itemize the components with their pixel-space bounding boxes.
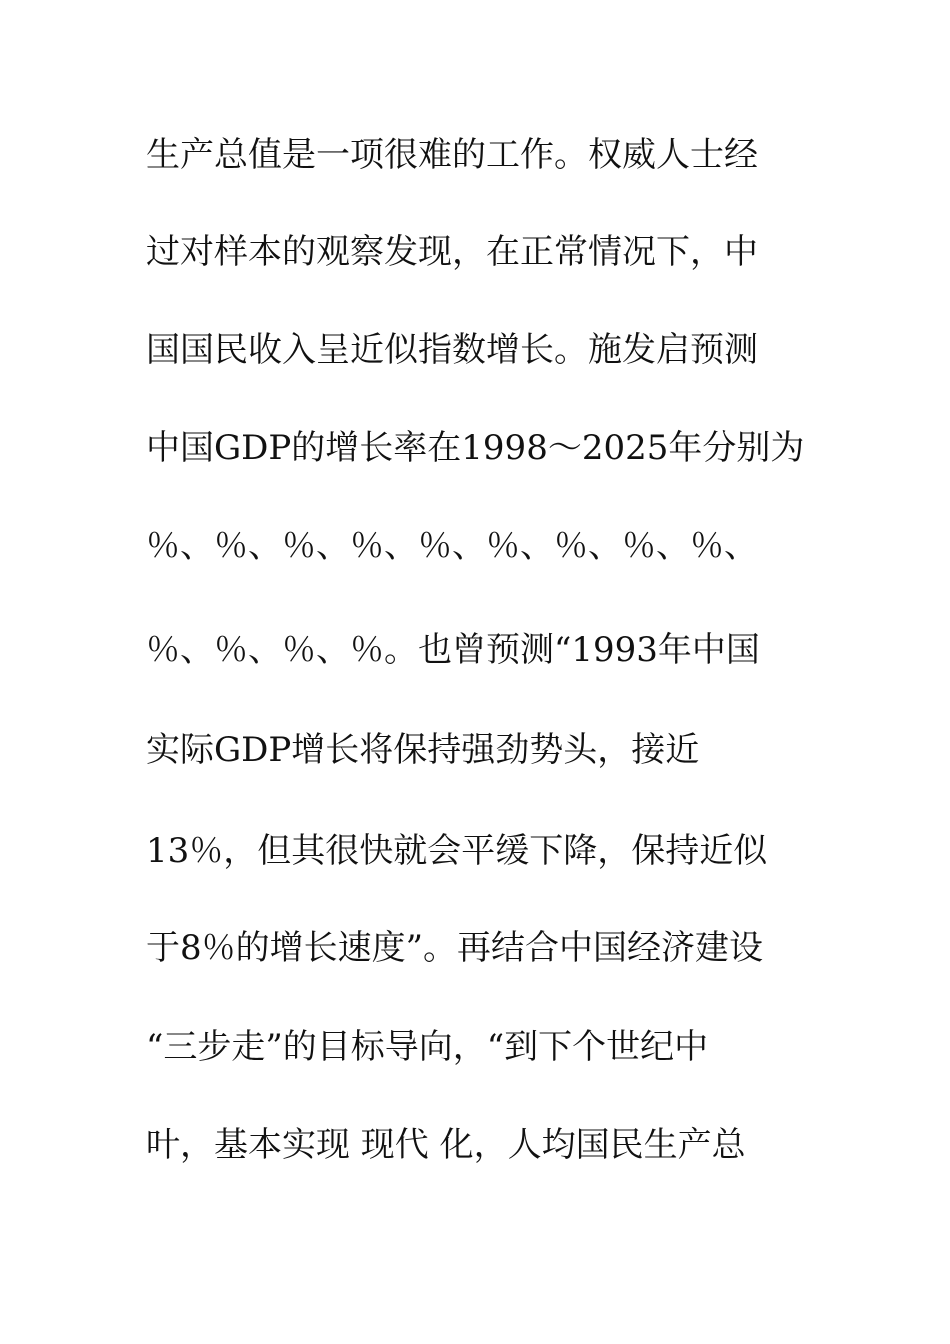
body-text-line: 过对样本的观察发现，在正常情况下，中: [146, 232, 758, 272]
body-text-line: 中国GDP的增长率在1998～2025年分别为: [146, 428, 805, 468]
body-text-line: 13％，但其很快就会平缓下降，保持近似: [146, 831, 768, 871]
body-text-line: 于8％的增长速度”。再结合中国经济建设: [146, 928, 764, 968]
body-text-line: “三步走”的目标导向，“到下个世纪中: [146, 1027, 709, 1067]
body-text-line: 叶，基本实现 现代 化，人均国民生产总: [146, 1125, 746, 1165]
body-text-line: 国国民收入呈近似指数增长。施发启预测: [146, 330, 758, 370]
body-text-line: 生产总值是一项很难的工作。权威人士经: [146, 135, 758, 175]
body-text-line: 实际GDP增长将保持强劲势头，接近: [146, 730, 700, 770]
body-text-line: ％、％、％、％、％、％、％、％、％、: [146, 526, 758, 566]
body-text-line: ％、％、％、％。也曾预测“1993年中国: [146, 630, 760, 670]
